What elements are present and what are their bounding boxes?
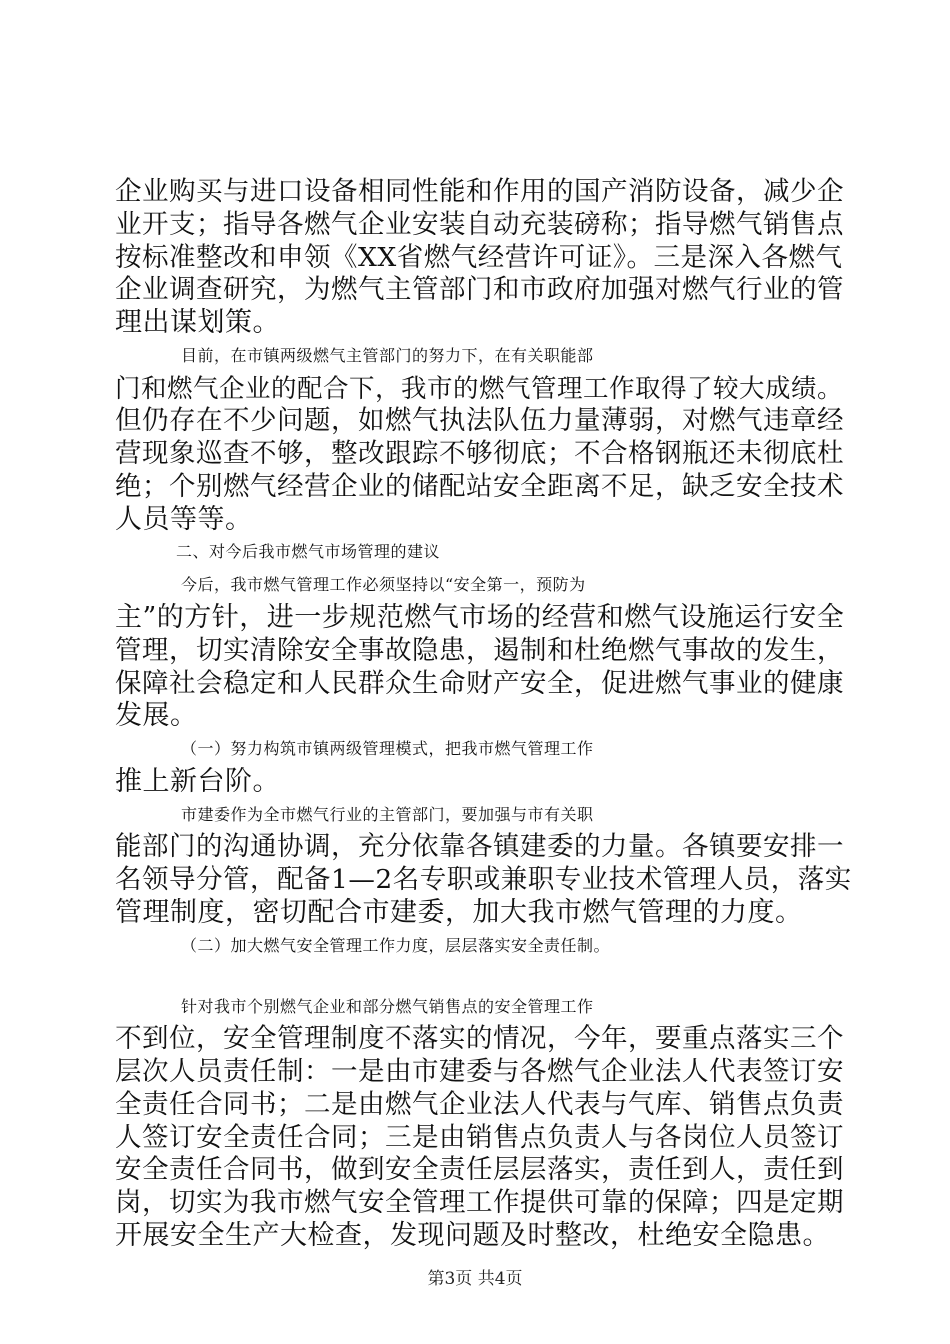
paragraph-line: 岗，切实为我市燃气安全管理工作提供可靠的保障；四是定期 [115,1187,844,1218]
paragraph-line: 门和燃气企业的配合下，我市的燃气管理工作取得了较大成绩。 [115,374,844,404]
paragraph-line: 企业调查研究，为燃气主管部门和市政府加强对燃气行业的管 [115,274,844,305]
paragraph-line: 名领导分管，配备1—2名专职或兼职专业技术管理人员，落实 [115,864,852,895]
paragraph-line: 理出谋划策。 [115,307,280,338]
paragraph-line: 层次人员责任制：一是由市建委与各燃气企业法人代表签订安 [115,1056,844,1087]
subsection-heading: 推上新台阶。 [115,766,280,797]
paragraph-line: 人签订安全责任合同；三是由销售点负责人与各岗位人员签订 [115,1122,844,1153]
subsection-heading: （二）加大燃气安全管理工作力度，层层落实安全责任制。 [181,936,611,955]
subsection-heading: （一）努力构筑市镇两级管理模式，把我市燃气管理工作 [181,739,594,758]
paragraph-line: 人员等等。 [115,504,253,535]
paragraph-line: 保障社会稳定和人民群众生命财产安全，促进燃气事业的健康 [115,668,844,699]
paragraph-line: 针对我市个别燃气企业和部分燃气销售点的安全管理工作 [181,997,594,1016]
paragraph-line: 不到位，安全管理制度不落实的情况，今年，要重点落实三个 [115,1023,844,1054]
paragraph-line: 全责任合同书；二是由燃气企业法人代表与气库、销售点负责 [115,1089,844,1120]
paragraph-line: 业开支；指导各燃气企业安装自动充装磅称；指导燃气销售点 [115,209,844,240]
paragraph-line: 发展。 [115,700,198,731]
paragraph-line: 市建委作为全市燃气行业的主管部门，要加强与市有关职 [181,805,594,824]
paragraph-line: 营现象巡查不够，整改跟踪不够彻底；不合格钢瓶还未彻底杜 [115,438,844,469]
paragraph-line: 按标准整改和申领《XX省燃气经营许可证》。三是深入各燃气 [115,242,843,273]
page-footer: 第3页 共4页 [427,1269,523,1289]
paragraph-line: 企业购买与进口设备相同性能和作用的国产消防设备，减少企 [115,176,844,207]
section-heading: 二、对今后我市燃气市场管理的建议 [176,542,441,561]
paragraph-line: 能部门的沟通协调，充分依靠各镇建委的力量。各镇要安排一 [115,831,844,862]
paragraph-line: 今后，我市燃气管理工作必须坚持以“安全第一，预防为 [181,575,586,594]
paragraph-line: 管理，切实清除安全事故隐患，遏制和杜绝燃气事故的发生， [115,635,844,666]
paragraph-line: 绝；个别燃气经营企业的储配站安全距离不足，缺乏安全技术 [115,471,844,502]
paragraph-line: 目前，在市镇两级燃气主管部门的努力下，在有关职能部 [181,346,594,365]
paragraph-line: 但仍存在不少问题，如燃气执法队伍力量薄弱，对燃气违章经 [115,405,844,436]
paragraph-line: 管理制度，密切配合市建委，加大我市燃气管理的力度。 [115,897,803,928]
paragraph-line: 开展安全生产大检查，发现问题及时整改，杜绝安全隐患。 [115,1220,830,1251]
paragraph-line: 安全责任合同书，做到安全责任层层落实，责任到人，责任到 [115,1154,844,1185]
paragraph-line: 主”的方针，进一步规范燃气市场的经营和燃气设施运行安全 [115,602,845,633]
